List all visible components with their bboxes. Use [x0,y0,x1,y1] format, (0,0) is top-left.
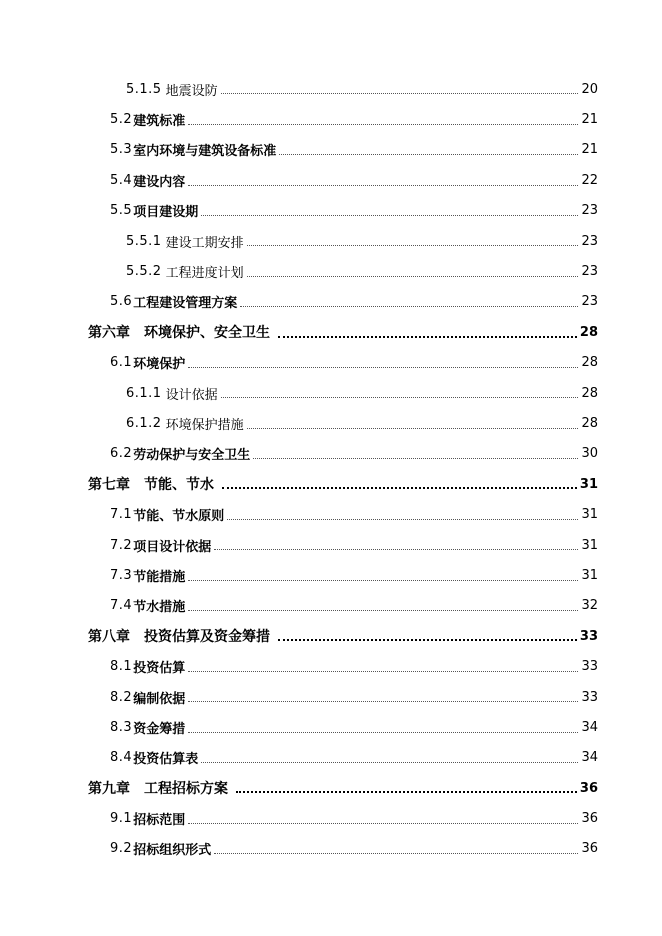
toc-dot-leader [188,732,578,733]
toc-page-number: 34 [581,750,598,766]
toc-entry-title: 建设工期安排 [165,235,244,251]
toc-dot-leader [227,519,578,520]
toc-page-number: 33 [579,628,598,644]
toc-section-entry[interactable] [0,104,662,134]
toc-dot-leader [278,639,577,641]
toc-chapter-entry[interactable] [0,317,662,347]
toc-page-number: 30 [581,446,598,462]
toc-dot-leader [247,428,579,429]
toc-page-number: 33 [581,689,598,705]
toc-dot-leader [221,397,579,398]
toc-entry-number: 6.1.1 [126,385,162,401]
toc-page-number: 21 [581,112,598,128]
toc-entry-title: 投资估算表 [133,752,199,768]
toc-dot-leader [188,124,578,125]
toc-entry-number: 9.2 [110,841,133,857]
toc-page-number: 32 [581,598,598,614]
toc-entry-title: 环境保护措施 [165,417,244,433]
toc-page-number: 23 [581,203,598,219]
toc-entry-number: 7.3 [110,567,133,583]
toc-dot-leader [188,367,578,368]
toc-entry-number: 第七章 [88,477,130,494]
toc-entry-title: 工程进度计划 [165,266,244,282]
toc-entry-title: 编制依据 [133,691,186,707]
toc-entry-number: 第八章 [88,629,130,646]
toc-page-number: 21 [581,142,598,158]
toc-section-entry[interactable] [0,499,662,529]
toc-page-number: 31 [581,567,598,583]
toc-section-entry[interactable] [0,834,662,864]
toc-entry-number: 第九章 [88,781,130,798]
toc-entry-number: 7.2 [110,537,133,553]
toc-dot-leader [253,458,578,459]
toc-page-number: 20 [581,81,598,97]
toc-section-entry[interactable] [0,682,662,712]
toc-section-entry[interactable] [0,196,662,226]
toc-entry-title: 环境保护 [133,357,186,373]
toc-page-number: 23 [581,264,598,280]
toc-dot-leader [278,336,577,338]
toc-page-number: 28 [581,355,598,371]
toc-entry-number: 第六章 [88,325,130,342]
toc-entry-title: 招标范围 [133,813,186,829]
toc-section-entry[interactable] [0,560,662,590]
toc-chapter-entry[interactable] [0,469,662,499]
toc-section-entry[interactable] [0,530,662,560]
toc-dot-leader [188,610,578,611]
toc-entry-number: 6.2 [110,446,133,462]
toc-page-number: 31 [579,476,598,492]
toc-entry-number: 5.1.5 [126,81,162,97]
toc-chapter-entry[interactable] [0,621,662,651]
toc-entry-title: 工程建设管理方案 [133,296,238,312]
toc-dot-leader [188,580,578,581]
toc-section-entry[interactable] [0,743,662,773]
toc-dot-leader [214,853,578,854]
toc-entry-number: 6.1 [110,355,133,371]
toc-dot-leader [221,93,579,94]
toc-section-entry[interactable] [0,439,662,469]
toc-dot-leader [222,487,577,489]
toc-section-entry[interactable] [0,135,662,165]
toc-page-number: 31 [581,537,598,553]
toc-section-entry[interactable] [0,287,662,317]
toc-entry-title: 项目建设期 [133,205,199,221]
toc-entry-title: 建筑标准 [133,114,186,130]
toc-entry-title: 投资估算 [133,661,186,677]
toc-entry-number: 6.1.2 [126,415,162,431]
toc-page-number: 23 [581,233,598,249]
toc-dot-leader [188,185,578,186]
toc-entry-title: 资金筹措 [133,721,186,737]
toc-dot-leader [247,276,579,277]
toc-section-entry[interactable] [0,712,662,742]
toc-dot-leader [201,215,578,216]
toc-section-entry[interactable] [0,591,662,621]
toc-entry-title: 节水措施 [133,600,186,616]
toc-entry-title: 建设内容 [133,174,186,190]
toc-entry-title: 工程招标方案 [144,781,228,798]
toc-entry-number: 5.5 [110,203,133,219]
toc-entry-number: 5.3 [110,142,133,158]
toc-page-number: 28 [581,415,598,431]
toc-dot-leader [201,762,578,763]
toc-dot-leader [188,671,578,672]
toc-section-entry[interactable] [0,651,662,681]
toc-page-number: 23 [581,294,598,310]
toc-entry-title: 项目设计依据 [133,539,212,555]
toc-entry-title: 节能措施 [133,569,186,585]
toc-entry-number: 8.2 [110,689,133,705]
toc-dot-leader [236,791,577,793]
toc-page-number: 34 [581,719,598,735]
toc-subsection-entry[interactable] [0,74,662,104]
toc-entry-title: 节能、节水原则 [133,509,225,525]
toc-page-number: 36 [579,780,598,796]
toc-entry-number: 5.5.1 [126,233,162,249]
toc-page-number: 33 [581,659,598,675]
toc-entry-title: 室内环境与建筑设备标准 [133,144,277,160]
toc-subsection-entry[interactable] [0,408,662,438]
toc-page-number: 28 [581,385,598,401]
toc-entry-number: 8.3 [110,719,133,735]
toc-subsection-entry[interactable] [0,256,662,286]
toc-page-number: 22 [581,172,598,188]
toc-section-entry[interactable] [0,803,662,833]
toc-dot-leader [279,154,578,155]
toc-entry-number: 8.1 [110,659,133,675]
toc-entry-title: 投资估算及资金筹措 [144,629,270,646]
toc-entry-number: 7.4 [110,598,133,614]
toc-entry-number: 9.1 [110,811,133,827]
toc-entry-title: 地震设防 [165,83,218,99]
toc-entry-number: 5.6 [110,294,133,310]
toc-page-number: 28 [579,324,598,340]
toc-entry-number: 5.4 [110,172,133,188]
toc-section-entry[interactable] [0,348,662,378]
toc-entry-title: 节能、节水 [144,477,214,494]
toc-subsection-entry[interactable] [0,226,662,256]
toc-section-entry[interactable] [0,165,662,195]
toc-dot-leader [240,306,578,307]
toc-dot-leader [247,245,579,246]
toc-dot-leader [214,549,578,550]
toc-entry-title: 招标组织形式 [133,843,212,859]
toc-page-number: 36 [581,811,598,827]
toc-dot-leader [188,823,578,824]
toc-entry-number: 8.4 [110,750,133,766]
toc-entry-title: 环境保护、安全卫生 [144,325,270,342]
table-of-contents [0,74,662,864]
toc-subsection-entry[interactable] [0,378,662,408]
toc-entry-number: 7.1 [110,507,133,523]
toc-dot-leader [188,701,578,702]
toc-entry-number: 5.2 [110,112,133,128]
toc-entry-title: 设计依据 [165,387,218,403]
toc-entry-number: 5.5.2 [126,264,162,280]
toc-chapter-entry[interactable] [0,773,662,803]
toc-page-number: 36 [581,841,598,857]
toc-entry-title: 劳动保护与安全卫生 [133,448,251,464]
toc-page-number: 31 [581,507,598,523]
